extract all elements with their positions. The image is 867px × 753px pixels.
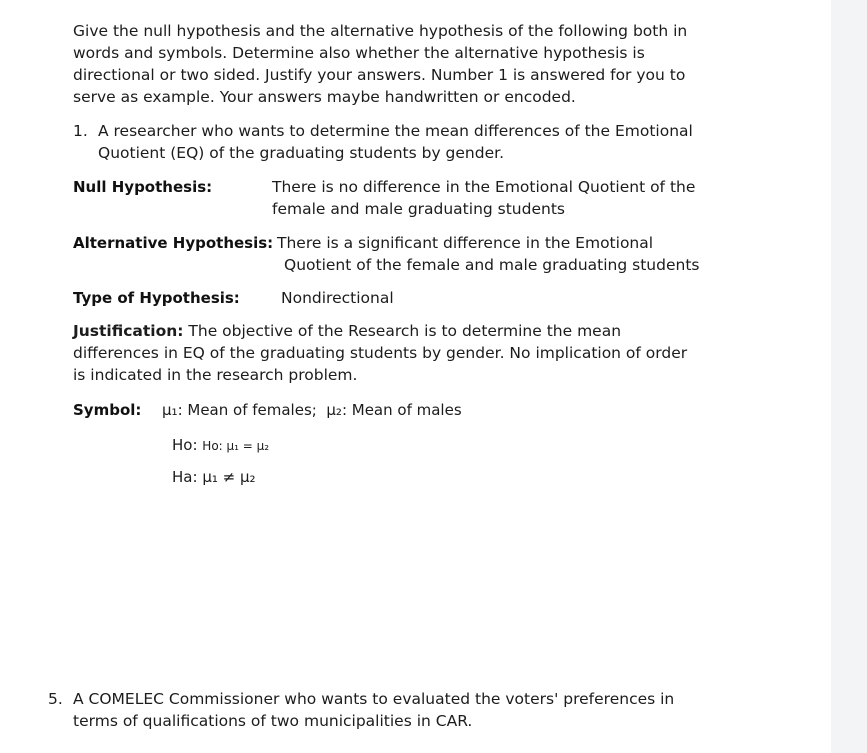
alternative-hypothesis-label: Alternative Hypothesis: (73, 234, 274, 252)
item-5-problem (73, 688, 674, 732)
item-1-number: 1. (73, 122, 88, 140)
item-1-problem (98, 120, 693, 164)
mu2-description: : Mean of males (341, 401, 462, 419)
symbol-label: Symbol: (73, 401, 142, 419)
null-hypothesis-line: There is no difference in the Emotional Quotient of the (272, 178, 696, 196)
instructions-line: Give the null hypothesis and the alternative hypothesis of the following both in (73, 22, 688, 40)
instructions-line: directional or two sided. Justify your answers. Number 1 is answered for you to (73, 66, 686, 84)
h0-expression: Ho: μ₁ = μ₂ (202, 439, 270, 453)
justification-text: The objective of the Research is to determine the mean (183, 322, 622, 340)
mu1-description: : Mean of females; (177, 401, 317, 419)
type-of-hypothesis-value: Nondirectional (281, 289, 394, 307)
alternative-hypothesis-line: There is a significant difference in the Emotional (277, 234, 654, 252)
mu1-symbol: μ₁ (162, 401, 178, 419)
mu2-symbol: μ₂ (326, 401, 342, 419)
item-1-line: A researcher who wants to determine the mean differences of the Emotional (98, 122, 693, 140)
justification (73, 320, 687, 386)
item-5-number: 5. (48, 690, 63, 708)
instructions-line: words and symbols. Determine also whether the alternative hypothesis is (73, 44, 645, 62)
symbol-definitions (162, 399, 462, 421)
null-hypothesis-line: female and male graduating students (272, 200, 565, 218)
instructions-line: serve as example. Your answers maybe handwritten or encoded. (73, 88, 576, 106)
instructions (73, 20, 687, 108)
ha-expression: μ₁ ≠ μ₂ (202, 468, 256, 486)
justification-label: Justification: (73, 322, 184, 340)
item-5-line: terms of qualifications of two municipalities in CAR. (73, 712, 473, 730)
null-hypothesis-label: Null Hypothesis: (73, 178, 213, 196)
type-of-hypothesis-label: Type of Hypothesis: (73, 289, 240, 307)
null-hypothesis-symbolic (172, 434, 269, 457)
h0-label: Ho: (172, 436, 198, 454)
null-hypothesis-text (272, 176, 695, 220)
ha-label: Ha: (172, 468, 198, 486)
item-1-line: Quotient (EQ) of the graduating students by gender. (98, 144, 504, 162)
justification-line (73, 320, 687, 342)
side-panel (831, 0, 867, 753)
justification-line: differences in EQ of the graduating students by gender. No implication of order (73, 344, 688, 362)
justification-line: is indicated in the research problem. (73, 366, 358, 384)
item-5-line: A COMELEC Commissioner who wants to evaluated the voters' preferences in (73, 690, 675, 708)
alternative-hypothesis-line: Quotient of the female and male graduating students (284, 256, 700, 274)
alternative-hypothesis-symbolic (172, 466, 256, 488)
